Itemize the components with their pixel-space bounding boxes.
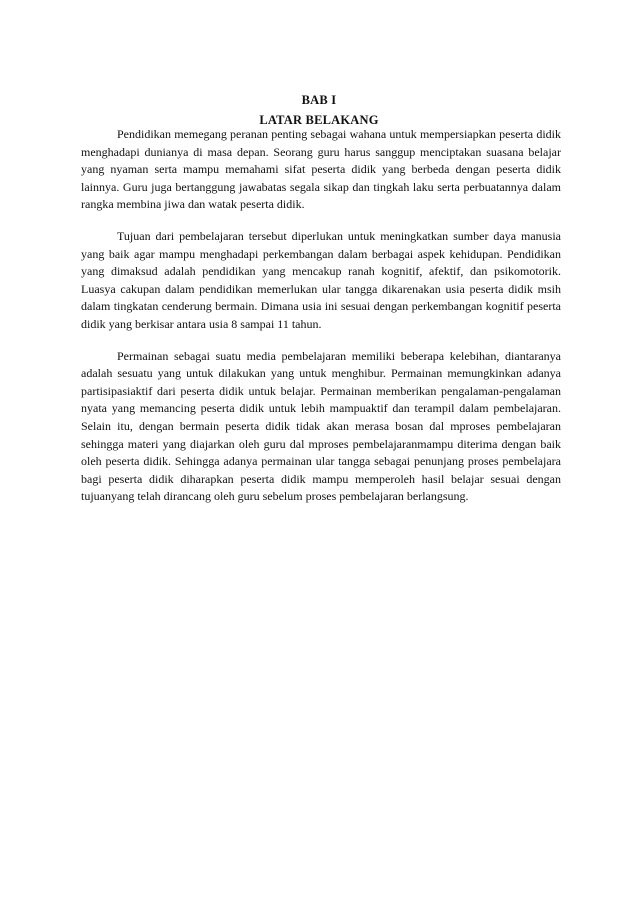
chapter-heading: BAB I: [301, 93, 337, 107]
chapter-title: LATAR BELAKANG: [259, 113, 379, 127]
paragraph-2: Tujuan dari pembelajaran tersebut diperlukan untuk meningkatkan sumber daya manusia yang baik agar mampu menghadapi perkembangan dalam berbagai aspek kehidupan. Pendidikan yang dimaksud adalah pendidikan yang mencakup ranah kognitif, afektif, dan psikomotorik. Luasya cakupan dalam pendidikan memerlukan ular tangga dikarenakan usia peserta didik msih dalam tingkatan cenderung bermain. Dimana usia ini sesuai dengan perkembangan kognitif peserta didik yang berkisar antara usia 8 sampai 11 tahun.: [81, 228, 561, 331]
document-body: [81, 126, 561, 520]
paragraph-3: Permainan sebagai suatu media pembelajaran memiliki beberapa kelebihan, diantaranya adalah sesuatu yang untuk dilakukan yang untuk menghibur. Permainan memungkinkan adanya partisipasiaktif dari peserta didik untuk belajar. Permainan memberikan pengalaman-pengalaman nyata yang memancing peserta didik untuk lebih mampuaktif dan terampil dalam pembelajaran. Selain itu, dengan bermain peserta didik tidak akan merasa bosan dal mproses pembelajaran sehingga materi yang diajarkan oleh guru dal mproses pembelajaranmampu diterima dengan baik oleh peserta didik. Sehingga adanya permainan ular tangga sebagai penunjang proses pembelajara bagi peserta didik diharapkan peserta didik mampu memperoleh hasil belajar sesuai dengan tujuanyang telah dirancang oleh guru sebelum proses pembelajaran berlangsung.: [81, 348, 561, 504]
paragraph-1: Pendidikan memegang peranan penting sebagai wahana untuk mempersiapkan peserta didik menghadapi dunianya di masa depan. Seorang guru harus sanggup menciptakan suasana belajar yang nyaman serta mampu memahami sifat peserta didik yang berbeda dengan peserta didik lainnya. Guru juga bertanggung jawabatas segala sikap dan tingkah laku serta perbuatannya dalam rangka membina jiwa dan watak peserta didik.: [81, 127, 561, 212]
